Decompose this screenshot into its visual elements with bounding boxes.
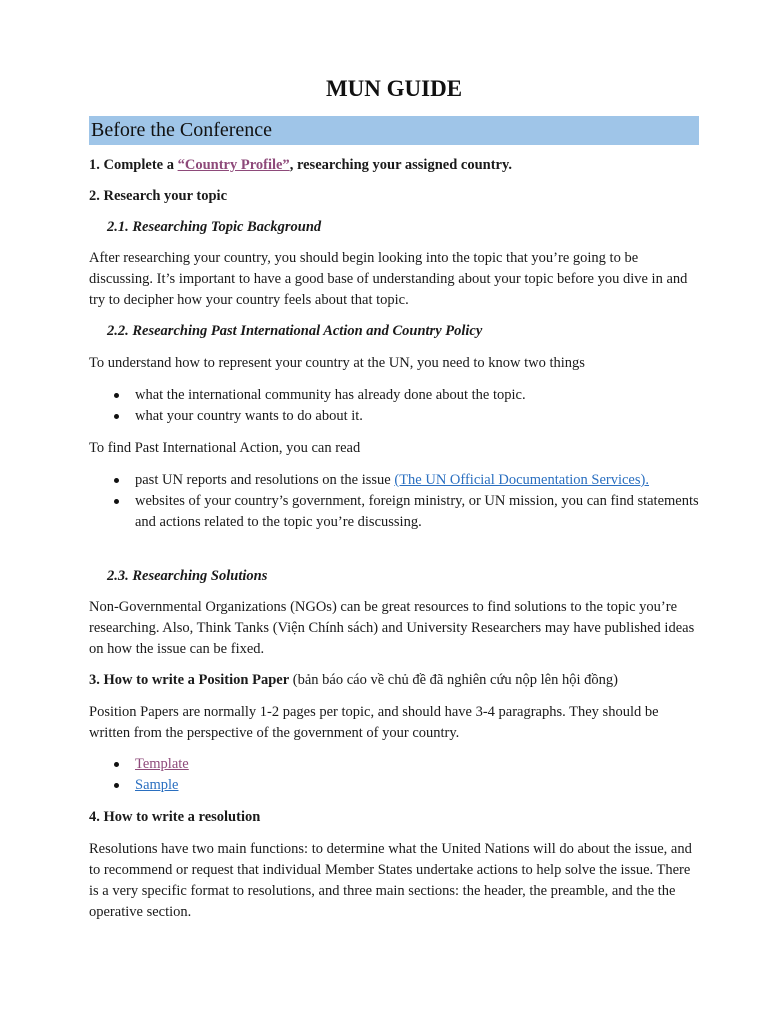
paragraph-2-2-intro: To understand how to represent your country at the UN, you need to know two things: [89, 355, 585, 371]
subheading-2-3: 2.3. Researching Solutions: [107, 568, 268, 584]
bullet-icon: [114, 499, 119, 504]
item-2: 2. Research your topic: [89, 188, 228, 204]
item-3-heading: 3. How to write a Position Paper: [89, 672, 290, 688]
item-3-note: (bản báo cáo về chủ đề đã nghiên cứu nộp lên hội đồng): [289, 672, 618, 688]
sample-link[interactable]: Sample: [135, 777, 179, 793]
paragraph-2-3: Non-Governmental Organizations (NGOs) can be great resources to find solutions to the topic you’re researching. Also, Think Tanks (Viện Chính sách) and University Researchers may have published ideas on how the issue can be fixed.: [89, 599, 695, 657]
list-item: [89, 754, 699, 775]
bullet-icon: [114, 762, 119, 767]
list-item: what the international community has already done about the topic.: [89, 385, 699, 406]
bullet-list-sources: [89, 470, 699, 533]
section-heading: Before the Conference: [91, 119, 273, 141]
bullet-list-position-paper-links: [89, 754, 699, 796]
paragraph-2-1: After researching your country, you should begin looking into the topic that you’re going to be discussing. It’s important to have a good base of understanding about your topic before you dive in and try to decipher how your country feels about that topic.: [89, 250, 688, 308]
list-item: past UN reports and resolutions on the issue (The UN Official Documentation Services).: [89, 470, 699, 491]
bullet-list-two-things: [89, 385, 699, 427]
item-3: [89, 670, 699, 691]
section-heading-bar: [89, 116, 699, 145]
list-item: websites of your country’s government, foreign ministry, or UN mission, you can find statements and actions related to the topic you’re discussing.: [89, 491, 699, 533]
paragraph-past-action: To find Past International Action, you can read: [89, 440, 361, 456]
page-title: MUN GUIDE: [325, 76, 463, 101]
bullet-icon: [114, 393, 119, 398]
bullet-icon: [114, 414, 119, 419]
subheading-2-2: 2.2. Researching Past International Action and Country Policy: [107, 323, 483, 339]
country-profile-link[interactable]: “Country Profile”: [177, 157, 290, 173]
template-link[interactable]: Template: [135, 756, 189, 772]
list-item: [89, 775, 699, 796]
paragraph-resolution: Resolutions have two main functions: to determine what the United Nations will do about the issue, and to recommend or request that individual Member States undertake actions to help solve the issue. There is a very specific format to resolutions, and three main sections: the header, the preamble, and the the operative section.: [89, 841, 692, 920]
item-4: 4. How to write a resolution: [89, 809, 261, 825]
paragraph-position-paper: Position Papers are normally 1-2 pages per topic, and should have 3-4 paragraphs. They should be written from the perspective of the government of your country.: [89, 704, 659, 741]
bullet-icon: [114, 478, 119, 483]
item-1-prefix: 1. Complete a: [89, 157, 178, 173]
subheading-2-1: 2.1. Researching Topic Background: [107, 219, 322, 235]
item-1: [89, 155, 699, 176]
list-item: what your country wants to do about it.: [89, 406, 699, 427]
un-documentation-link[interactable]: (The UN Official Documentation Services).: [394, 472, 649, 488]
item-1-suffix: , researching your assigned country.: [289, 157, 513, 173]
bullet-icon: [114, 783, 119, 788]
